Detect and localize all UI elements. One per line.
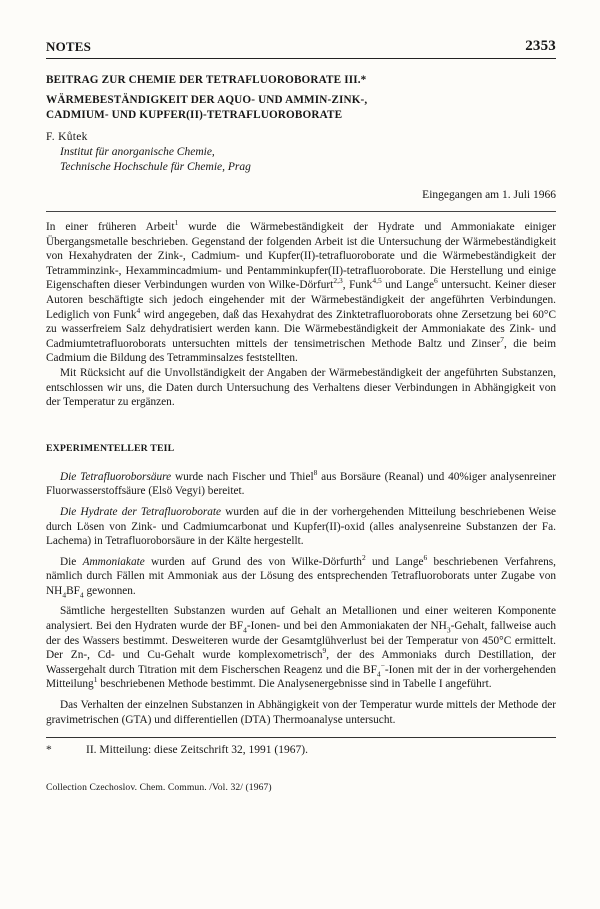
experimental-paragraph-3: [46, 552, 557, 600]
footnote-mark: *: [46, 744, 52, 757]
page-number: 2353: [525, 38, 556, 54]
reference: 4,5: [372, 276, 382, 286]
text: BF: [66, 584, 80, 597]
author: F. Kůtek: [46, 131, 88, 143]
affiliation-line-1: Institut für anorganische Chemie,: [60, 146, 215, 158]
reference: 1: [174, 218, 179, 228]
text: wurden auf Grund des von Wilke-Dörfurth: [144, 555, 362, 568]
subscript: 4: [62, 590, 67, 600]
text: -Ionen mit der in der vorhergehenden Mitteilung: [46, 663, 556, 691]
title-line-1: BEITRAG ZUR CHEMIE DER TETRAFLUOROBORATE III.*: [46, 74, 367, 86]
reference: 6: [423, 552, 428, 562]
reference: 2: [361, 552, 366, 562]
text: untersucht. Keiner dieser Autoren beschäftigte sich jedoch eingehender mit der Wärmebeständigkeit der angeführten Verbindungen. Lediglich von Funk: [46, 279, 556, 321]
divider: [46, 211, 556, 212]
section-label: NOTES: [46, 39, 92, 54]
reference: 2,3: [333, 276, 343, 286]
reference: 7: [500, 334, 505, 344]
title-line-2: WÄRMEBESTÄNDIGKEIT DER AQUO- UND AMMIN-ZINK-,: [46, 94, 368, 106]
text: , die beim Cadmium die Bildung des Tetramminsalzes feststellten.: [46, 337, 556, 365]
affiliation: [60, 145, 556, 175]
subscript: 4: [376, 669, 381, 679]
experimental-paragraph-1: [46, 467, 557, 499]
subscript: 4: [243, 625, 247, 635]
experimental-paragraph-5: Das Verhalten der einzelnen Substanzen in Abhängigkeit von der Temperatur wurde mittels der Methode der gravimetrischen (GTA) und differentiellen (DTA) Thermoanalyse untersucht.: [46, 699, 556, 726]
title-line-3: CADMIUM- UND KUPFER(II)-TETRAFLUOROBORATE: [46, 109, 343, 121]
text: beschriebenen Verfahrens, nämlich durch Fällen mit Ammoniak aus der Lösung des entsprechenden Tetrafluoroborats unter Zugabe von NH: [46, 555, 557, 597]
footnote-text: II. Mitteilung: diese Zeitschrift 32, 1991 (1967).: [86, 744, 308, 757]
text: wurden auf die in der vorhergehenden Mitteilung beschriebenen Weise durch Lösen von Zink- und Cadmiumcarbonat und Kupfer(II)-oxid (alles analysenreine Substanzen der Fa. Lachema) in Tetrafluoroborsäure in der Kälte hergestellt.: [46, 505, 556, 548]
emphasis: Die Hydrate der Tetrafluoroborate: [60, 505, 222, 518]
reference: 9: [322, 646, 327, 656]
received-date: Eingegangen am 1. Juli 1966: [422, 189, 556, 201]
text: wurde die Wärmebeständigkeit der Hydrate und Ammoniakate einiger Übergangsmetalle beschrieben. Gegenstand der folgenden Arbeit ist die Untersuchung der Wärmebeständigkeit von Hexahydraten der Zink-, Cadmium- und Kupfer(II)-tetrafluoroborate und die Wärmebeständigkeit der Tetramminzink-, Hexammincadmium- und Pentamminkupfer(II)-tetrafluoroborate. Die Herstellung und einige Eigenschaften dieser Verbindungen wurden von Wilke-Dörfurt: [46, 221, 556, 292]
running-head: [46, 38, 556, 59]
text: wurde nach Fischer und Thiel: [171, 470, 314, 483]
text: In einer früheren Arbeit: [46, 221, 175, 233]
reference: 1: [93, 675, 98, 685]
emphasis: Die Tetrafluoroborsäure: [60, 470, 172, 483]
text: und Lange: [365, 555, 424, 568]
reference: 8: [313, 467, 318, 477]
text: Die: [60, 555, 83, 568]
text: beschriebenen Methode bestimmt. Die Analysenergebnisse sind in Tabelle I angeführt.: [97, 678, 492, 691]
footnote-divider: [46, 737, 556, 738]
text: , Funk: [342, 279, 373, 292]
subscript: 3: [446, 625, 451, 635]
journal-citation: Collection Czechoslov. Chem. Commun. /Vol. 32/ (1967): [46, 782, 272, 794]
subscript: 4: [79, 590, 84, 600]
text: -Gehalt, fallweise auch der des Wassers bestimmt. Desweiteren wurde der Gesamtglühverlust bei der Temperatur von 450°C ermittelt. Der Zn-, Cd- und Cu-Gehalt wurde komplexometrisch: [46, 620, 557, 662]
article-title: [46, 73, 556, 123]
affiliation-line-2: Technische Hochschule für Chemie, Prag: [60, 161, 251, 173]
experimental-paragraph-4: [46, 604, 556, 692]
text: -Ionen- und bei den Ammoniakaten der NH: [246, 620, 447, 633]
reference: 4: [136, 305, 141, 315]
footnote: [46, 744, 556, 756]
reference: 6: [433, 276, 438, 286]
experimental-paragraph-2: [46, 505, 556, 549]
intro-paragraph-1: [46, 220, 556, 366]
text: aus Borsäure (Reanal) und 40%iger analysenreiner Fluorwasserstoffsäure (Elsö Vegyi) bereitet.: [46, 470, 557, 498]
text: und Lange: [381, 279, 434, 292]
text: , der des Ammoniaks durch Destillation, der Wassergehalt durch Titration mit dem Fischerschen Reagenz und die BF: [46, 649, 556, 676]
intro-paragraph-2: Mit Rücksicht auf die Unvollständigkeit der Angaben der Wärmebeständigkeit der angeführten Substanzen, entschlossen wir uns, die Daten durch Untersuchung des Verhaltens dieser Verbindungen in Abhängigkeit von der Temperatur zu ergänzen.: [46, 366, 556, 409]
superscript: −: [380, 661, 385, 671]
text: Sämtliche hergestellten Substanzen wurden auf Gehalt an Metallionen und einer weiteren Komponente analysiert. Bei den Hydraten wurde der BF: [46, 605, 556, 633]
text: wird angegeben, daß das Hexahydrat des Zinktetrafluoroborats ohne Zersetzung bei 60°C zu wasserfreiem Salz dehydratisiert werden kann. Die Wärmebeständigkeit der Ammoniakate des Zink- und Cadmiumtetrafluoroborats untersuchten mittels der tensimetrischen Methode Baltz und Zinser: [46, 308, 556, 350]
page: [46, 38, 556, 793]
emphasis: Ammoniakate: [82, 555, 145, 568]
section-heading: EXPERIMENTELLER TEIL: [46, 442, 175, 454]
text: gewonnen.: [83, 584, 136, 597]
